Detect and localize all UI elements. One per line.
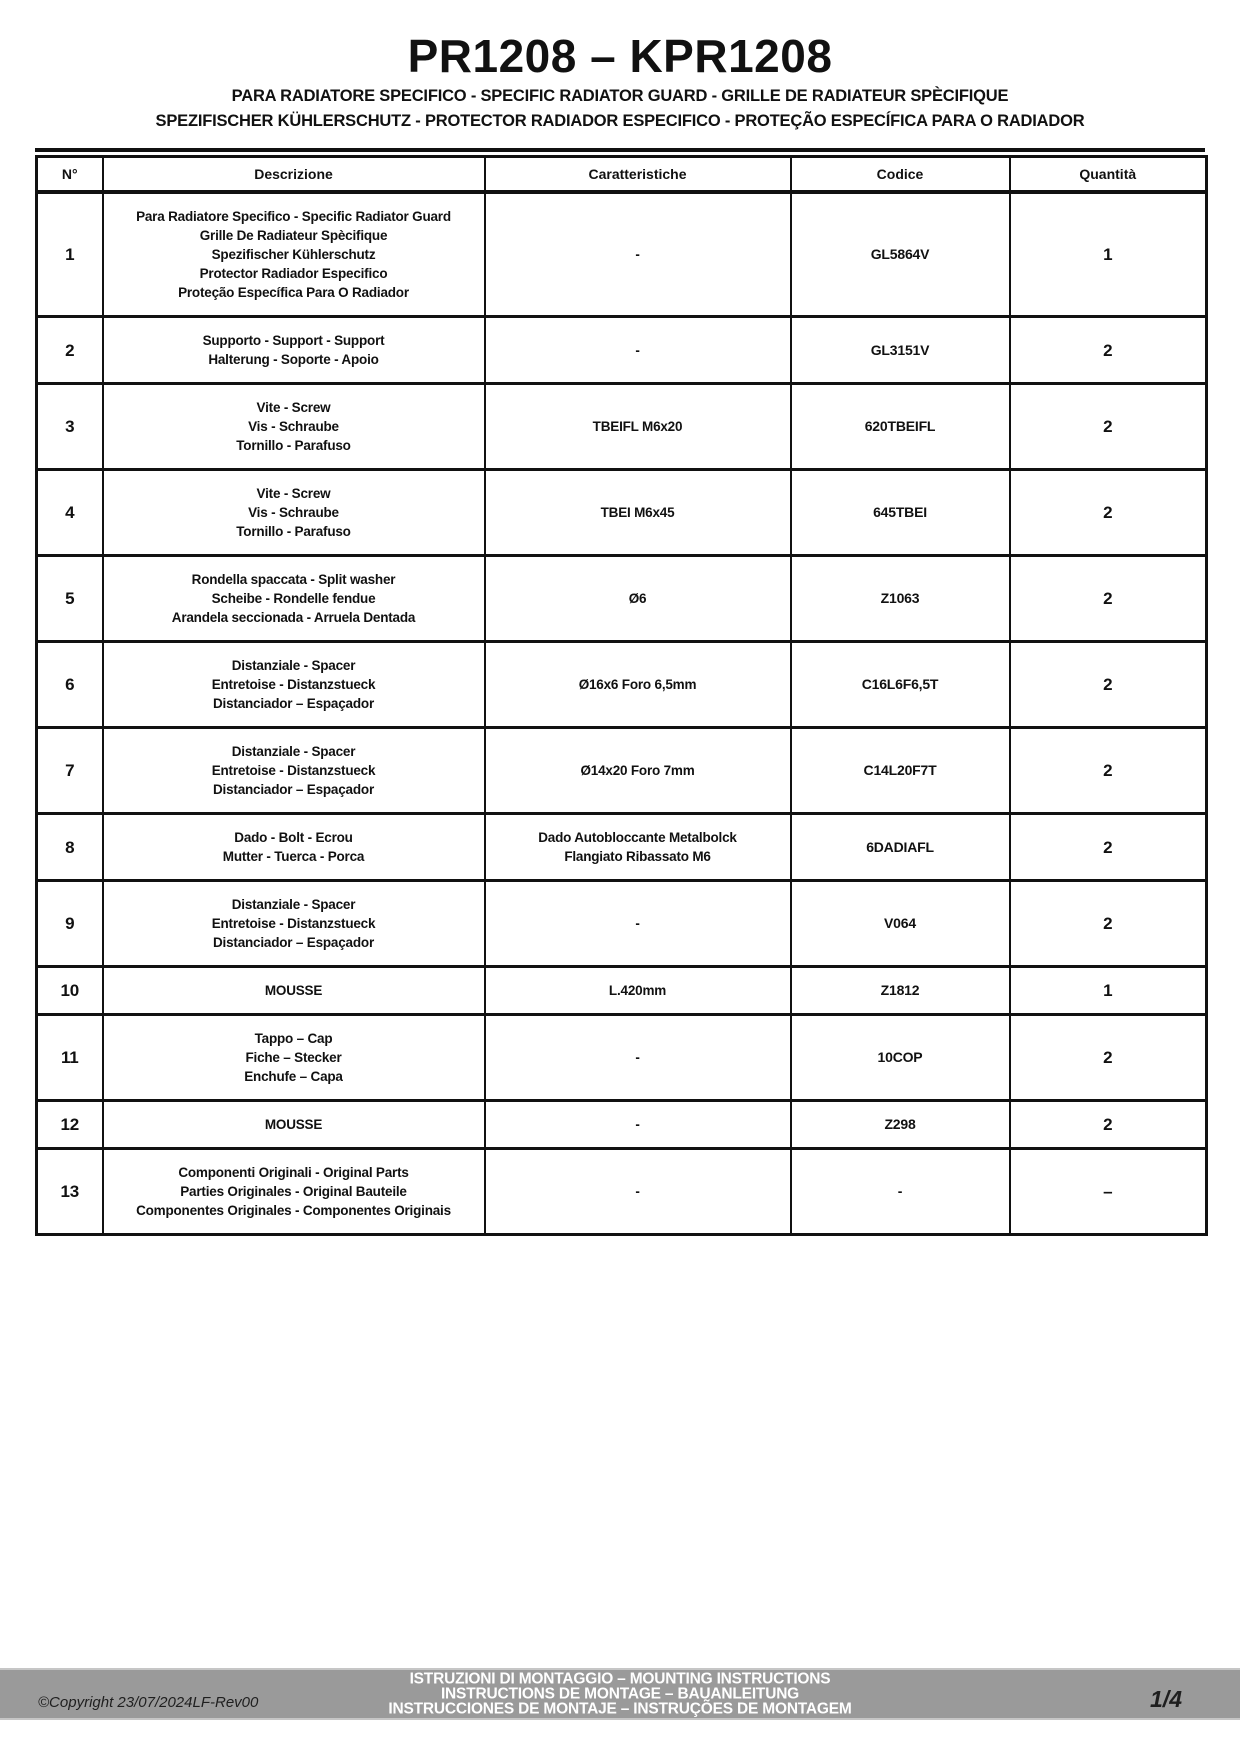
table-row (37, 967, 1207, 1015)
characteristics-line: TBEI M6x45 (600, 505, 675, 520)
description-line: Mutter - Tuerca - Porca (222, 849, 365, 864)
description-line: Para Radiatore Specifico - Specific Radiator Guard (136, 209, 451, 224)
description-line: Spezifischer Kühlerschutz (211, 247, 376, 262)
description-line: Entretoise - Distanzstueck (211, 763, 376, 778)
parts-table (35, 155, 1208, 1236)
column-header-code: Codice (791, 157, 1010, 193)
table-row (37, 1149, 1207, 1235)
description-line: Vis - Schraube (248, 505, 339, 520)
description-line: MOUSSE (264, 983, 323, 998)
characteristics-cell (485, 192, 791, 317)
description-cell (103, 1101, 485, 1149)
description-line: Enchufe – Capa (244, 1069, 343, 1084)
description-line: Componenti Originali - Original Parts (178, 1165, 409, 1180)
quantity-cell: 2 (1010, 881, 1207, 967)
description-line: Fiche – Stecker (245, 1050, 342, 1065)
characteristics-line: - (635, 1050, 640, 1065)
characteristics-cell (485, 317, 791, 384)
description-line: Scheibe - Rondelle fendue (211, 591, 376, 606)
description-cell (103, 470, 485, 556)
characteristics-line: Ø14x20 Foro 7mm (580, 763, 695, 778)
column-header-description: Descrizione (103, 157, 485, 193)
footer-banner (0, 1668, 1240, 1720)
column-header-quantity: Quantità (1010, 157, 1207, 193)
characteristics-line: - (635, 247, 640, 262)
description-line: Arandela seccionada - Arruela Dentada (171, 610, 416, 625)
code-cell: 620TBEIFL (791, 384, 1010, 470)
mounting-instructions-line: ISTRUZIONI DI MONTAGGIO – MOUNTING INSTRUCTIONS (409, 1670, 831, 1688)
characteristics-cell (485, 470, 791, 556)
code-cell: C16L6F6,5T (791, 642, 1010, 728)
row-number-cell: 7 (37, 728, 103, 814)
description-cell (103, 317, 485, 384)
characteristics-cell (485, 642, 791, 728)
description-line: Tornillo - Parafuso (236, 524, 351, 539)
description-cell (103, 1015, 485, 1101)
description-cell (103, 642, 485, 728)
quantity-cell: 2 (1010, 1101, 1207, 1149)
quantity-cell: 2 (1010, 384, 1207, 470)
quantity-cell: 2 (1010, 814, 1207, 881)
quantity-cell: 2 (1010, 728, 1207, 814)
description-line: Dado - Bolt - Ecrou (234, 830, 353, 845)
description-line: Distanziale - Spacer (231, 744, 356, 759)
description-line: Parties Originales - Original Bauteile (180, 1184, 407, 1199)
code-cell: 10COP (791, 1015, 1010, 1101)
description-line: Tappo – Cap (254, 1031, 333, 1046)
description-line: Supporto - Support - Support (202, 333, 385, 348)
row-number-cell: 5 (37, 556, 103, 642)
quantity-cell: 2 (1010, 470, 1207, 556)
mounting-instructions (388, 1672, 851, 1717)
parts-table-body (37, 192, 1207, 1235)
row-number-cell: 8 (37, 814, 103, 881)
characteristics-cell (485, 881, 791, 967)
description-line: Rondella spaccata - Split washer (191, 572, 396, 587)
description-line: Protector Radiador Especifico (199, 266, 388, 281)
description-line: Entretoise - Distanzstueck (211, 677, 376, 692)
description-line: MOUSSE (264, 1117, 323, 1132)
description-cell (103, 881, 485, 967)
code-cell: 645TBEI (791, 470, 1010, 556)
table-row (37, 881, 1207, 967)
column-header-characteristics: Caratteristiche (485, 157, 791, 193)
subtitle-line-2: SPEZIFISCHER KÜHLERSCHUTZ - PROTECTOR RADIADOR ESPECIFICO - PROTEÇÃO ESPECÍFICA PARA O RADIADOR (155, 112, 1085, 130)
row-number-cell: 6 (37, 642, 103, 728)
description-line: Proteção Específica Para O Radiador (178, 285, 409, 300)
description-line: Vite - Screw (256, 486, 331, 501)
code-cell: 6DADIAFL (791, 814, 1010, 881)
characteristics-cell (485, 967, 791, 1015)
mounting-instructions-line: INSTRUCCIONES DE MONTAJE – INSTRUÇÕES DE MONTAGEM (388, 1700, 852, 1718)
table-row (37, 814, 1207, 881)
characteristics-line: Ø16x6 Foro 6,5mm (578, 677, 697, 692)
row-number-cell: 10 (37, 967, 103, 1015)
table-row (37, 1015, 1207, 1101)
description-line: Distanciador – Espaçador (212, 696, 374, 711)
description-line: Distanciador – Espaçador (212, 935, 374, 950)
row-number-cell: 12 (37, 1101, 103, 1149)
quantity-cell: 1 (1010, 192, 1207, 317)
description-cell (103, 192, 485, 317)
quantity-cell: 2 (1010, 642, 1207, 728)
parts-table-wrap (35, 148, 1205, 1236)
characteristics-cell (485, 1149, 791, 1235)
code-cell: V064 (791, 881, 1010, 967)
characteristics-line: - (635, 342, 640, 358)
characteristics-cell (485, 814, 791, 881)
characteristics-line: Ø6 (628, 591, 647, 606)
table-row (37, 1101, 1207, 1149)
description-line: Tornillo - Parafuso (236, 438, 351, 453)
table-header-row (37, 157, 1207, 193)
description-cell (103, 967, 485, 1015)
row-number-cell: 11 (37, 1015, 103, 1101)
table-row (37, 384, 1207, 470)
characteristics-line: - (635, 1184, 640, 1199)
code-cell: Z1063 (791, 556, 1010, 642)
description-line: Distanziale - Spacer (231, 897, 356, 912)
mounting-instructions-line: INSTRUCTIONS DE MONTAGE – BAUANLEITUNG (440, 1685, 800, 1703)
row-number-cell: 3 (37, 384, 103, 470)
characteristics-cell (485, 1015, 791, 1101)
code-cell: C14L20F7T (791, 728, 1010, 814)
characteristics-line: TBEIFL M6x20 (592, 419, 683, 434)
table-row (37, 556, 1207, 642)
code-cell: - (791, 1149, 1010, 1235)
description-line: Distanciador – Espaçador (212, 782, 374, 797)
copyright-text: ©Copyright 23/07/2024LF-Rev00 (38, 1694, 259, 1711)
quantity-cell: 2 (1010, 317, 1207, 384)
row-number-cell: 13 (37, 1149, 103, 1235)
description-line: Entretoise - Distanzstueck (211, 916, 376, 931)
quantity-cell: – (1010, 1149, 1207, 1235)
table-row (37, 192, 1207, 317)
code-cell: Z298 (791, 1101, 1010, 1149)
quantity-cell: 2 (1010, 1015, 1207, 1101)
description-cell (103, 728, 485, 814)
page-number: 1/4 (1150, 1686, 1182, 1712)
characteristics-line: L.420mm (608, 983, 667, 998)
description-cell (103, 384, 485, 470)
row-number-cell: 4 (37, 470, 103, 556)
characteristics-line: Dado Autobloccante Metalbolck (538, 830, 737, 845)
row-number-cell: 1 (37, 192, 103, 317)
characteristics-line: - (635, 916, 640, 931)
code-cell: GL5864V (791, 192, 1010, 317)
description-line: Distanziale - Spacer (231, 658, 356, 673)
column-header-number: N° (37, 157, 103, 193)
row-number-cell: 9 (37, 881, 103, 967)
table-row (37, 317, 1207, 384)
row-number-cell: 2 (37, 317, 103, 384)
characteristics-cell (485, 384, 791, 470)
subtitle-line-1: PARA RADIATORE SPECIFICO - SPECIFIC RADIATOR GUARD - GRILLE DE RADIATEUR SPÈCIFIQUE (231, 87, 1009, 105)
table-row (37, 728, 1207, 814)
characteristics-line: - (635, 1117, 640, 1132)
description-line: Vis - Schraube (248, 419, 339, 434)
description-line: Vite - Screw (256, 400, 331, 415)
quantity-cell: 1 (1010, 967, 1207, 1015)
description-line: Halterung - Soporte - Apoio (208, 352, 379, 367)
characteristics-cell (485, 556, 791, 642)
description-line: Grille De Radiateur Spècifique (199, 228, 388, 243)
characteristics-cell (485, 1101, 791, 1149)
description-line: Componentes Originales - Componentes Originais (136, 1203, 451, 1218)
description-cell (103, 814, 485, 881)
table-row (37, 642, 1207, 728)
description-cell (103, 1149, 485, 1235)
code-cell: Z1812 (791, 967, 1010, 1015)
page-title: PR1208 – KPR1208 (407, 30, 833, 82)
characteristics-cell (485, 728, 791, 814)
description-cell (103, 556, 485, 642)
quantity-cell: 2 (1010, 556, 1207, 642)
table-row (37, 470, 1207, 556)
code-cell: GL3151V (791, 317, 1010, 384)
characteristics-line: Flangiato Ribassato M6 (564, 849, 711, 864)
